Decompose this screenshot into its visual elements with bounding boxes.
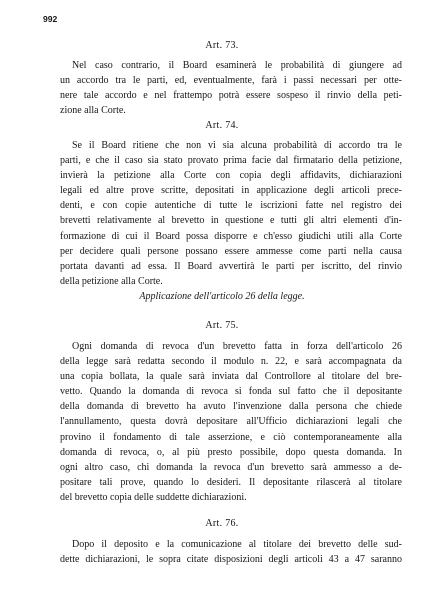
text-line: zione alla Corte. (60, 105, 126, 117)
text-line: della petizione alla Corte. (60, 275, 163, 287)
article-74-text (60, 138, 402, 289)
text-line: provino il fondamento di tale asserzione, e ciò contemporaneamente alla (60, 431, 402, 443)
article-title-74: Art. 74. (205, 120, 239, 131)
section-heading: Applicazione dell'articolo 26 della legge. (139, 291, 305, 302)
text-line: del brevetto copia delle suddette dichiarazioni. (60, 491, 247, 503)
text-line: l'annullamento, questa dovrà depositare all'Ufficio dichiarazioni legali che (60, 416, 402, 428)
text-line: nere tale accordo e nel frattempo potrà essere sospeso il rinvio della peti- (60, 90, 402, 102)
text-line: un accordo tra le parti, ed, eventualmente, farà i passi necessari per otte- (60, 75, 402, 87)
article-76-text (60, 537, 402, 567)
text-line: Dopo il deposito e la comunicazione al titolare dei brevetto delle sud- (72, 539, 402, 550)
text-line: vetto. Quando la domanda di revoca si fonda sul fatto che il depositante (60, 386, 402, 398)
article-75-text (60, 339, 402, 505)
text-line: portata davanti ad essa. Il Board avvertirà le parti per iscritto, del rinvio (60, 260, 402, 272)
text-line: formazione di cui il Board possa disporre e ch'esso giudichi utili alla Corte (60, 230, 402, 242)
text-line: per decidere quali persone possano essere ammesse come parti nella causa (60, 245, 402, 257)
article-title-75: Art. 75. (205, 320, 239, 331)
text-line: parti, e che il caso sia stato provato prima facie dal firmatario della petizione, (60, 155, 402, 167)
text-line: domanda di revoca, o, al più presto possibile, dopo questa domanda. In (60, 446, 402, 458)
page-number: 992 (43, 14, 58, 24)
text-line: ogni altro caso, chi domanda la revoca d'un brevetto sarà ammesso a de- (60, 461, 402, 473)
text-line: denti, e con copie autentiche di tutte le iscrizioni fatte nel registro dei (60, 200, 402, 212)
article-73-text (60, 58, 402, 118)
text-line: Nel caso contrario, il Board esaminerà le probabilità di giungere ad (72, 60, 402, 71)
text-line: della legge sarà redatta secondo il modulo n. 22, e sarà accompagnata da (60, 356, 402, 368)
article-title-73: Art. 73. (205, 40, 239, 51)
text-line: brevetti relativamente al brevetto in questione e tutti gli altri elementi d'in- (60, 215, 402, 227)
text-line: una copia bollata, la quale sarà inviata dal Controllore al titolare del bre- (60, 371, 402, 383)
text-line: Se il Board ritiene che non vi sia alcuna probabilità di accordo tra le (72, 140, 402, 151)
text-line: invierà la petizione alla Corte con copia degli affidavits, dichiarazioni (60, 170, 402, 182)
text-line: legali ed altre prove scritte, depositati in applicazione degli articoli prece- (60, 185, 402, 197)
text-line: Ogni domanda di revoca d'un brevetto fatta in forza dell'articolo 26 (72, 341, 402, 352)
text-line: dette dichiarazioni, le sopra citate disposizioni degli articoli 43 a 47 saranno (60, 554, 402, 566)
text-line: positare tali prove, quando lo desideri. Il depositante rilascerà al titolare (60, 476, 402, 488)
text-line: della domanda di brevetto ha avuto l'invenzione dalla persona che chiede (60, 401, 402, 413)
article-title-76: Art. 76. (205, 518, 239, 529)
